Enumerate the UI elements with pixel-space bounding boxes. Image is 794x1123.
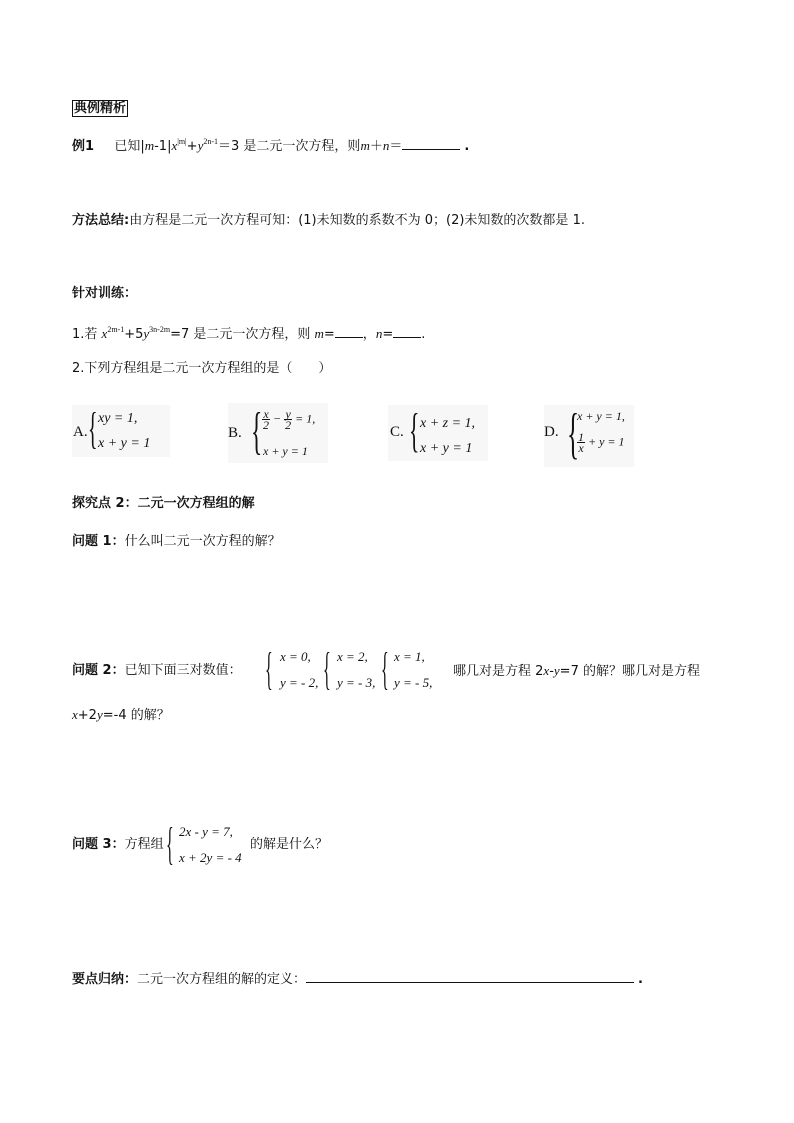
problem-1-label: 问题 1： (72, 534, 125, 549)
period: . (638, 972, 643, 987)
summary-answer-blank[interactable] (306, 970, 634, 983)
exponent: 2n-1 (203, 137, 219, 146)
point-2-title: 探究点 2：二元一次方程组的解 (72, 496, 255, 511)
problem-3-lead-text: 方程组 (124, 837, 164, 852)
problem-2-lead-text: 已知下面三对数值： (124, 663, 242, 678)
brace-icon: { (381, 643, 389, 694)
section-title-text: 典例精析 (74, 101, 127, 116)
exponent: 2m-1 (107, 325, 125, 334)
method-summary-label: 方法总结: (72, 213, 130, 228)
problem-3-eq2: x + 2y = - 4 (179, 850, 242, 865)
answer-blank-n[interactable] (393, 325, 421, 338)
problem-2-lead (72, 662, 242, 680)
pair-2-y: y = - 3, (337, 675, 376, 690)
exponent: |m| (177, 137, 187, 146)
choice-b-eq2: x + y = 1 (263, 444, 308, 458)
var-x: x (171, 138, 178, 153)
practice-title: 针对训练： (72, 286, 138, 301)
var-n: n (382, 138, 390, 153)
problem-3-label: 问题 3： (72, 837, 125, 852)
example-1-text: ＝3 是二元一次方程，则 (218, 139, 361, 154)
q-text: +2 (77, 708, 97, 723)
problem-2-label: 问题 2： (72, 663, 125, 678)
brace-icon: { (166, 818, 174, 869)
exponent: 3n-2m (149, 325, 171, 334)
choice-a-eq1: xy = 1, (98, 411, 138, 426)
brace-icon: { (323, 643, 331, 694)
var-n: n (375, 326, 383, 341)
pair-1-y: y = - 2, (280, 675, 319, 690)
pair-2-x: x = 2, (337, 649, 368, 664)
period: . (421, 327, 426, 342)
var-y: y (553, 663, 560, 678)
operator: ＝ (389, 139, 403, 154)
pair-3-y: y = - 5, (394, 675, 433, 690)
comma: ， (362, 327, 376, 342)
q-text: =-4 的解？ (102, 708, 170, 723)
period: . (464, 139, 470, 154)
key-point-summary (72, 970, 643, 989)
example-1-label: 例1 (72, 139, 95, 154)
var-m: m (314, 326, 324, 341)
pair-3-x: x = 1, (394, 649, 425, 664)
choice-c-label: C. (390, 424, 404, 440)
q-text: =7 的解？哪几对是方程 (559, 664, 700, 679)
var-x: x (101, 326, 108, 341)
pair-1-x: x = 0, (280, 649, 311, 664)
problem-3-tail: 的解是什么？ (250, 837, 329, 852)
q-text: 哪几对是方程 2 (453, 664, 544, 679)
var-y: y (143, 326, 150, 341)
brace-icon: { (88, 404, 98, 453)
summary-label: 要点归纳： (72, 972, 138, 987)
example-1 (72, 137, 469, 156)
choice-d-eq1: x + y = 1, (577, 409, 625, 423)
problem-2-question (453, 662, 700, 681)
choice-d-eq2: $\frac{1}{x}$ + y = 1 (578, 430, 625, 455)
choice-a-label: A. (73, 424, 88, 440)
var-x: x (72, 707, 78, 722)
brace-icon: { (409, 404, 420, 457)
method-summary-text: 由方程是二元一次方程可知：(1)未知数的系数不为 0；(2)未知数的次数都是 1. (129, 213, 585, 228)
problem-2-question-line2 (72, 706, 170, 725)
brace-icon: { (251, 403, 263, 460)
var-y: y (197, 138, 204, 153)
practice-question-2: 2.下列方程组是二元一次方程组的是（ ） (72, 361, 332, 376)
operator: = (382, 327, 394, 342)
choice-b-label: B. (228, 425, 242, 441)
practice-question-1 (72, 325, 425, 344)
brace-icon: { (265, 643, 273, 694)
example-1-text: -1| (154, 139, 172, 154)
choice-a-eq2: x + y = 1 (98, 436, 151, 451)
answer-blank-m[interactable] (335, 325, 363, 338)
section-title (72, 100, 128, 118)
operator: + (186, 139, 198, 154)
q1-text: =7 是二元一次方程，则 (170, 327, 315, 342)
var-m: m (360, 138, 370, 153)
choice-c-eq2: x + y = 1 (420, 441, 473, 456)
method-summary (72, 212, 585, 230)
choice-c-eq1: x + z = 1, (420, 416, 476, 431)
operator: ＋ (369, 139, 383, 154)
summary-text: 二元一次方程组的解的定义： (137, 972, 307, 987)
operator: = (323, 327, 335, 342)
choice-b-eq1: $\frac{x}{2}$ − $\frac{y}{2}$ = 1, (263, 407, 316, 432)
example-1-text: 已知| (114, 139, 145, 154)
problem-3-lead (72, 836, 164, 854)
q1-text: +5 (124, 327, 144, 342)
var-y: y (96, 707, 103, 722)
problem-1 (72, 533, 281, 551)
choice-d-label: D. (544, 424, 559, 440)
q1-text: 1.若 (72, 327, 102, 342)
problem-1-text: 什么叫二元一次方程的解？ (124, 534, 281, 549)
brace-icon: { (567, 403, 580, 465)
operator: - (549, 664, 554, 679)
var-x: x (543, 663, 550, 678)
answer-blank[interactable] (402, 137, 460, 150)
var-m: m (144, 138, 155, 153)
problem-3-eq1: 2x - y = 7, (179, 824, 233, 839)
